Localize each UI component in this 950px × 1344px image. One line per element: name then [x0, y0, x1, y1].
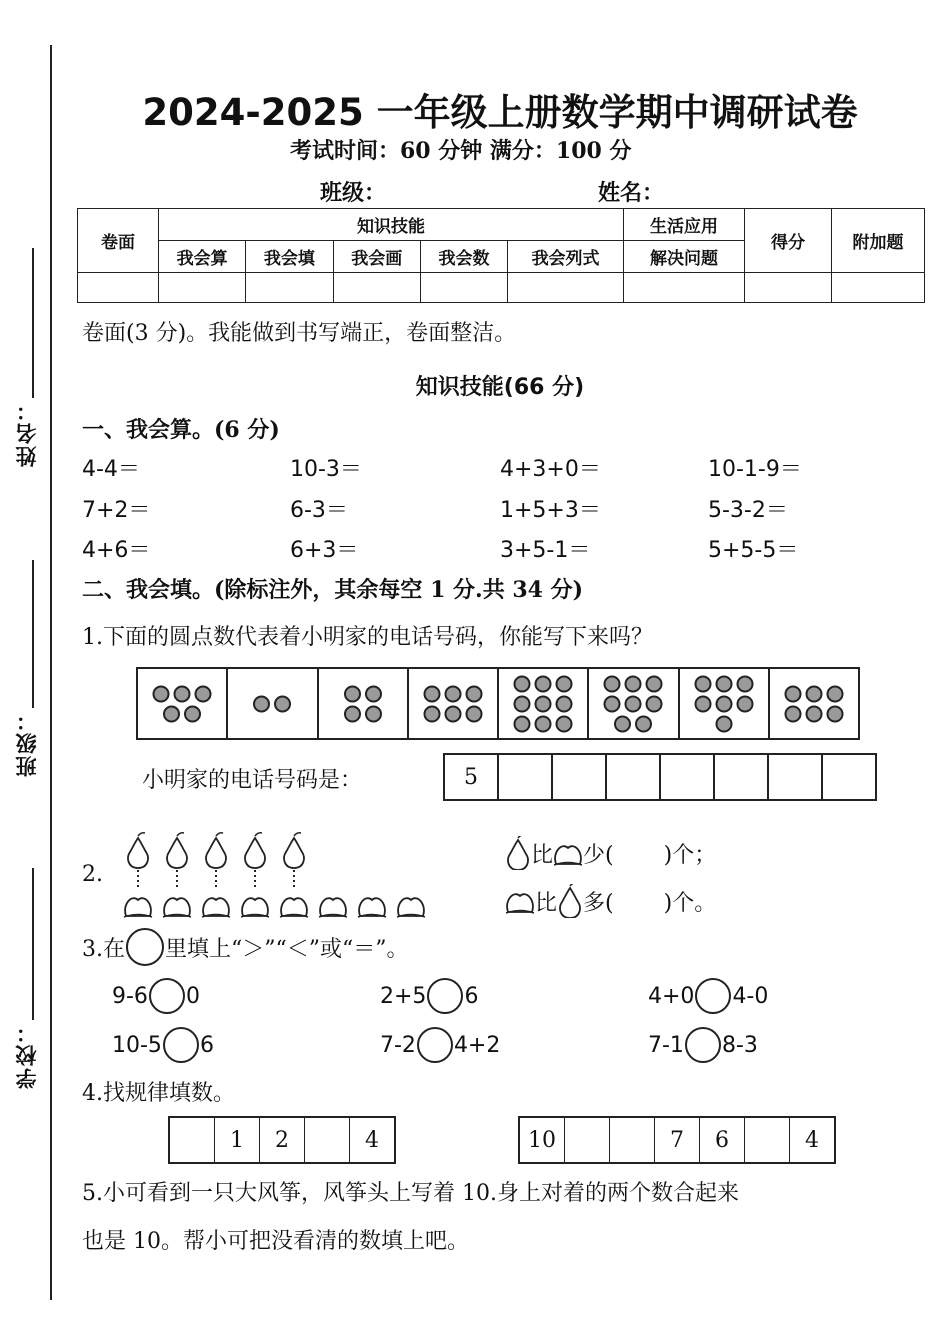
q2-end1: )个； [663, 842, 717, 868]
sequence-cell[interactable] [305, 1118, 350, 1162]
compare-right: 6 [199, 1032, 214, 1058]
header-jiejue: 解决问题 [624, 241, 745, 273]
section-title: 知识技能(66 分) [415, 375, 585, 400]
score-cell[interactable] [624, 273, 745, 303]
pear-icon [284, 833, 304, 868]
phone-digit-box[interactable] [715, 755, 769, 799]
compare-circle[interactable] [427, 978, 463, 1014]
side-class-label: 班级： [14, 708, 39, 777]
dot-icon [164, 706, 179, 721]
sequence-cell: 2 [260, 1118, 305, 1162]
dot-icon [806, 686, 821, 701]
dot-icon [275, 696, 290, 711]
dot-icon [345, 686, 360, 701]
compare-circle[interactable] [417, 1027, 453, 1063]
dot-icon [515, 716, 530, 731]
q5-line1: 5.小可看到一只大风筝，风筝头上写着 10.身上对着的两个数合起来 [82, 1181, 739, 1206]
phone-boxes [443, 753, 877, 801]
header-defen: 得分 [745, 209, 832, 273]
dot-icon [536, 676, 551, 691]
side-name-label: 姓名： [14, 398, 39, 467]
compare-item [648, 978, 768, 1014]
q2-bi2: 比 [535, 890, 558, 916]
header-juanmian: 卷面 [78, 209, 159, 273]
dot-icon [626, 676, 641, 691]
q2-end2: )个。 [663, 890, 717, 916]
dot-icon [557, 676, 572, 691]
dot-icon [716, 696, 731, 711]
header-shenghuo: 生活应用 [624, 209, 745, 241]
peach-icon [397, 898, 425, 917]
peach-icon [553, 838, 583, 868]
dot-card [770, 669, 858, 738]
dot-icon [647, 676, 662, 691]
score-cell[interactable] [246, 273, 333, 303]
dot-icon [536, 696, 551, 711]
pear-peach-figure [118, 826, 443, 922]
compare-left: 7-1 [648, 1032, 684, 1058]
side-school-label: 学校： [14, 1020, 39, 1089]
compare-item [112, 978, 200, 1014]
dot-icon [557, 716, 572, 731]
dot-icon [626, 696, 641, 711]
compare-item [380, 978, 478, 1014]
class-write-line[interactable] [32, 560, 34, 708]
pear-icon [128, 833, 148, 868]
dot-icon [515, 696, 530, 711]
calc-problem[interactable]: 10-3＝ [290, 457, 362, 482]
peach-icon [358, 898, 386, 917]
compare-circle[interactable] [163, 1027, 199, 1063]
phone-digit-box[interactable] [607, 755, 661, 799]
dot-icon [424, 706, 439, 721]
sequence-cell: 1 [215, 1118, 260, 1162]
calc-problem[interactable]: 6+3＝ [290, 538, 359, 563]
dot-icon [185, 706, 200, 721]
q2-number: 2. [82, 862, 103, 887]
page-title: 2024-2025 一年级上册数学期中调研试卷 [142, 91, 858, 134]
score-cell[interactable] [159, 273, 246, 303]
dot-icon [196, 686, 211, 701]
header-sub-tian: 我会填 [246, 241, 333, 273]
peach-icon [124, 898, 152, 917]
part2-heading: 二、我会填。(除标注外，其余每空 1 分.共 34 分) [82, 577, 584, 603]
dot-icon [605, 676, 620, 691]
exam-info: 考试时间：60 分钟 满分：100 分 [290, 138, 632, 164]
dot-card [138, 669, 228, 738]
calc-problem[interactable]: 4+6＝ [82, 538, 151, 563]
compare-right: 4+2 [453, 1032, 501, 1058]
sequence-cell[interactable] [565, 1118, 610, 1162]
dot-card [319, 669, 409, 738]
header-sub-suan: 我会算 [159, 241, 246, 273]
dot-card [589, 669, 679, 738]
dot-icon [466, 706, 481, 721]
pear-icon [557, 884, 583, 918]
sequence-cell: 7 [655, 1118, 700, 1162]
compare-right: 0 [185, 983, 200, 1009]
sequence-cell: 6 [700, 1118, 745, 1162]
score-cell[interactable] [420, 273, 507, 303]
score-cell[interactable] [78, 273, 159, 303]
dot-icon [785, 686, 800, 701]
peach-icon [319, 898, 347, 917]
phone-digit-box[interactable] [499, 755, 553, 799]
score-cell[interactable] [508, 273, 624, 303]
dot-cards [136, 667, 860, 740]
dot-icon [466, 686, 481, 701]
dot-icon [345, 706, 360, 721]
calc-problem[interactable]: 4-4＝ [82, 457, 140, 482]
dot-card [499, 669, 589, 738]
dot-icon [716, 676, 731, 691]
juanmian-note: 卷面(3 分)。我能做到书写端正，卷面整洁。 [82, 321, 517, 346]
dot-icon [615, 716, 630, 731]
dot-icon [175, 686, 190, 701]
q2-shao: 少( [583, 842, 614, 868]
sequence-2 [518, 1116, 836, 1164]
dot-icon [515, 676, 530, 691]
compare-left: 9-6 [112, 983, 148, 1009]
q2-line2 [505, 884, 716, 918]
peach-icon [280, 898, 308, 917]
sequence-cell[interactable] [170, 1118, 215, 1162]
calc-problem[interactable]: 5+5-5＝ [708, 538, 799, 563]
q2-bi: 比 [531, 842, 554, 868]
compare-left: 10-5 [112, 1032, 162, 1058]
q5-line2: 也是 10。帮小可把没看清的数填上吧。 [82, 1229, 469, 1254]
q3-post: 里填上“＞”“＜”或“＝”。 [165, 936, 409, 962]
dot-card [680, 669, 770, 738]
calc-problem[interactable]: 10-1-9＝ [708, 457, 802, 482]
dot-icon [424, 686, 439, 701]
phone-digit-box[interactable] [823, 755, 875, 799]
pear-icon [505, 836, 531, 870]
dot-icon [445, 706, 460, 721]
dot-icon [806, 706, 821, 721]
q4-text: 4.找规律填数。 [82, 1081, 235, 1106]
header-zhishi: 知识技能 [159, 209, 624, 241]
header-fujia: 附加题 [832, 209, 925, 273]
calc-problem[interactable]: 1+5+3＝ [500, 498, 601, 523]
sequence-1 [168, 1116, 396, 1164]
circle-icon [126, 928, 164, 966]
dot-icon [605, 696, 620, 711]
score-table [77, 208, 925, 303]
dot-icon [636, 716, 651, 731]
calc-problem[interactable]: 6-3＝ [290, 498, 348, 523]
dot-icon [716, 716, 731, 731]
calc-problem[interactable]: 7+2＝ [82, 498, 151, 523]
dot-card [409, 669, 499, 738]
score-cell[interactable] [333, 273, 420, 303]
calc-problem[interactable]: 5-3-2＝ [708, 498, 788, 523]
dot-icon [827, 706, 842, 721]
score-cell[interactable] [745, 273, 832, 303]
dot-icon [737, 696, 752, 711]
compare-right: 6 [464, 983, 479, 1009]
q3-pre: 3.在 [82, 936, 125, 962]
dot-icon [536, 716, 551, 731]
calc-problem[interactable]: 3+5-1＝ [500, 538, 591, 563]
compare-item [112, 1027, 214, 1063]
binding-margin-line [50, 45, 52, 1300]
dot-icon [254, 696, 269, 711]
compare-left: 7-2 [380, 1032, 416, 1058]
compare-left: 2+5 [380, 983, 427, 1009]
dot-icon [647, 696, 662, 711]
dot-icon [695, 696, 710, 711]
sequence-cell[interactable] [610, 1118, 655, 1162]
score-cell[interactable] [832, 273, 925, 303]
dot-icon [366, 686, 381, 701]
compare-item [380, 1027, 500, 1063]
sequence-cell[interactable] [745, 1118, 790, 1162]
dot-icon [785, 706, 800, 721]
dot-card [228, 669, 318, 738]
compare-left: 4+0 [648, 983, 695, 1009]
q1-text: 1.下面的圆点数代表着小明家的电话号码，你能写下来吗？ [82, 625, 653, 650]
dot-icon [445, 686, 460, 701]
dot-icon [695, 676, 710, 691]
q3-text [82, 928, 408, 966]
sequence-cell: 4 [365, 1127, 379, 1153]
compare-circle[interactable] [149, 978, 185, 1014]
compare-right: 8-3 [721, 1032, 758, 1058]
pear-icon [167, 833, 187, 868]
sequence-cell: 10 [520, 1118, 565, 1162]
dot-icon [737, 676, 752, 691]
dot-icon [154, 686, 169, 701]
compare-circle[interactable] [695, 978, 731, 1014]
sequence-cell: 4 [805, 1127, 819, 1153]
compare-item [648, 1027, 758, 1063]
pear-icon [245, 833, 265, 868]
peach-icon [202, 898, 230, 917]
phone-digit-box[interactable] [769, 755, 823, 799]
compare-circle[interactable] [685, 1027, 721, 1063]
dot-icon [827, 686, 842, 701]
peach-icon [241, 898, 269, 917]
header-sub-shu: 我会数 [420, 241, 507, 273]
header-sub-hua: 我会画 [333, 241, 420, 273]
compare-right: 4-0 [732, 983, 769, 1009]
phone-digit-box[interactable] [553, 755, 607, 799]
q2-duo: 多( [583, 890, 614, 916]
peach-icon [163, 898, 191, 917]
calc-problem[interactable]: 4+3+0＝ [500, 457, 601, 482]
dot-icon [366, 706, 381, 721]
part1-heading: 一、我会算。(6 分) [82, 417, 280, 443]
peach-icon [505, 886, 535, 916]
name-label: 姓名： [598, 180, 665, 206]
q2-line1 [505, 836, 716, 870]
phone-label: 小明家的电话号码是： [142, 768, 363, 793]
school-write-line[interactable] [32, 868, 34, 1020]
class-label: 班级： [320, 180, 387, 206]
pear-icon [206, 833, 226, 868]
header-sub-lieshi: 我会列式 [508, 241, 624, 273]
phone-digit-box: 5 [445, 755, 499, 799]
dot-icon [557, 696, 572, 711]
phone-digit-box[interactable] [661, 755, 715, 799]
